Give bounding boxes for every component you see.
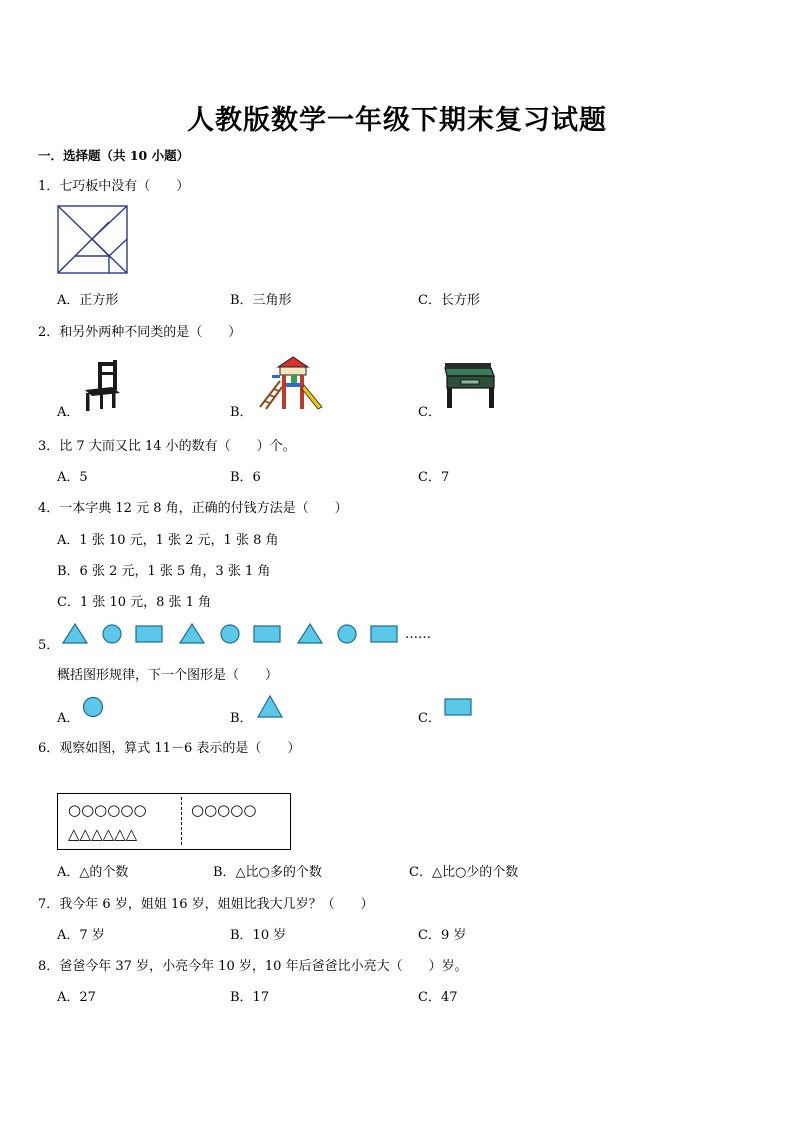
- q8-option-a[interactable]: A．27: [57, 990, 96, 1005]
- pattern-circle-icon: [338, 625, 356, 643]
- q4-option-c[interactable]: C．1 张 10 元，8 张 1 角: [57, 595, 212, 610]
- question-number: 7．: [38, 897, 60, 912]
- question-5-text: 概括图形规律，下一个图形是（ ）: [57, 668, 279, 683]
- pattern-circle-icon: [103, 625, 121, 643]
- triangles-row: △△△△△△: [68, 825, 138, 843]
- left-circles: ○○○○○○: [68, 801, 147, 819]
- triangle-icon: [257, 695, 283, 719]
- question-3: [38, 435, 296, 454]
- question-text: 七巧板中没有（ ）: [59, 179, 190, 194]
- table-icon: [443, 362, 495, 410]
- question-7: [38, 893, 374, 912]
- question-number: 2．: [38, 325, 60, 340]
- q2-option-b[interactable]: B．: [230, 405, 253, 420]
- rectangle-icon: [444, 698, 472, 716]
- question-6: [38, 737, 300, 756]
- q2-option-a[interactable]: A．: [57, 405, 80, 420]
- question-number: 3．: [38, 439, 60, 454]
- playground-slide-icon: [258, 355, 324, 411]
- pattern-rectangle-icon: [254, 626, 280, 642]
- q7-option-c[interactable]: C．9 岁: [418, 928, 467, 943]
- question-text: 我今年 6 岁，姐姐 16 岁，姐姐比我大几岁？（ ）: [59, 897, 374, 912]
- pattern-circle-icon: [221, 625, 239, 643]
- question-number: 1．: [38, 179, 60, 194]
- circle-icon: [82, 696, 104, 718]
- q8-option-c[interactable]: C．47: [418, 990, 458, 1005]
- circles-triangles-box: [57, 793, 291, 850]
- chair-icon: [82, 360, 122, 412]
- right-circles: ○○○○○: [191, 801, 257, 819]
- q1-option-b[interactable]: B．三角形: [230, 293, 292, 308]
- q2-option-c[interactable]: C．: [418, 405, 441, 420]
- q3-option-c[interactable]: C．7: [418, 470, 450, 485]
- question-text: 比 7 大而又比 14 小的数有（ ）个。: [59, 439, 296, 454]
- q6-option-b[interactable]: B．△比○多的个数: [213, 865, 322, 880]
- q4-option-a[interactable]: A．1 张 10 元，1 张 2 元，1 张 8 角: [57, 533, 279, 548]
- shape-pattern-sequence: [60, 622, 400, 646]
- pattern-rectangle-icon: [136, 626, 162, 642]
- q7-option-b[interactable]: B．10 岁: [230, 928, 287, 943]
- section-heading: 一．选择题（共 10 小题）: [38, 148, 190, 163]
- question-number: 8．: [38, 959, 60, 974]
- question-5-number: 5．: [38, 638, 60, 653]
- q3-option-a[interactable]: A．5: [57, 470, 88, 485]
- pattern-rectangle-icon: [371, 626, 397, 642]
- question-2: [38, 321, 241, 340]
- q5-option-b[interactable]: B．: [230, 711, 253, 726]
- question-8: [38, 955, 468, 974]
- q6-option-c[interactable]: C．△比○少的个数: [409, 865, 519, 880]
- question-number: 4．: [38, 501, 60, 516]
- question-text: 和另外两种不同类的是（ ）: [59, 325, 242, 340]
- pattern-triangle-icon: [180, 624, 204, 643]
- q4-option-b[interactable]: B．6 张 2 元，1 张 5 角，3 张 1 角: [57, 564, 271, 579]
- pattern-triangle-icon: [298, 624, 322, 643]
- q6-option-a[interactable]: A．△的个数: [57, 865, 129, 880]
- q3-option-b[interactable]: B．6: [230, 470, 261, 485]
- page-title: 人教版数学一年级下期末复习试题: [187, 105, 607, 136]
- question-4: [38, 497, 348, 516]
- question-1: [38, 175, 189, 194]
- pattern-triangle-icon: [63, 624, 87, 643]
- box-divider: [181, 797, 182, 845]
- tangram-figure: [57, 205, 129, 275]
- q8-option-b[interactable]: B．17: [230, 990, 270, 1005]
- question-text: 一本字典 12 元 8 角，正确的付钱方法是（ ）: [59, 501, 348, 516]
- question-text: 观察如图，算式 11－6 表示的是（ ）: [59, 741, 301, 756]
- q5-option-a[interactable]: A．: [57, 711, 80, 726]
- question-text: 爸爸今年 37 岁，小亮今年 10 岁，10 年后爸爸比小亮大（ ）岁。: [59, 959, 468, 974]
- q5-option-c[interactable]: C．: [418, 711, 441, 726]
- pattern-ellipsis: ……: [405, 627, 431, 642]
- q7-option-a[interactable]: A．7 岁: [57, 928, 105, 943]
- question-number: 6．: [38, 741, 60, 756]
- q1-option-a[interactable]: A．正方形: [57, 293, 119, 308]
- q1-option-c[interactable]: C．长方形: [418, 293, 480, 308]
